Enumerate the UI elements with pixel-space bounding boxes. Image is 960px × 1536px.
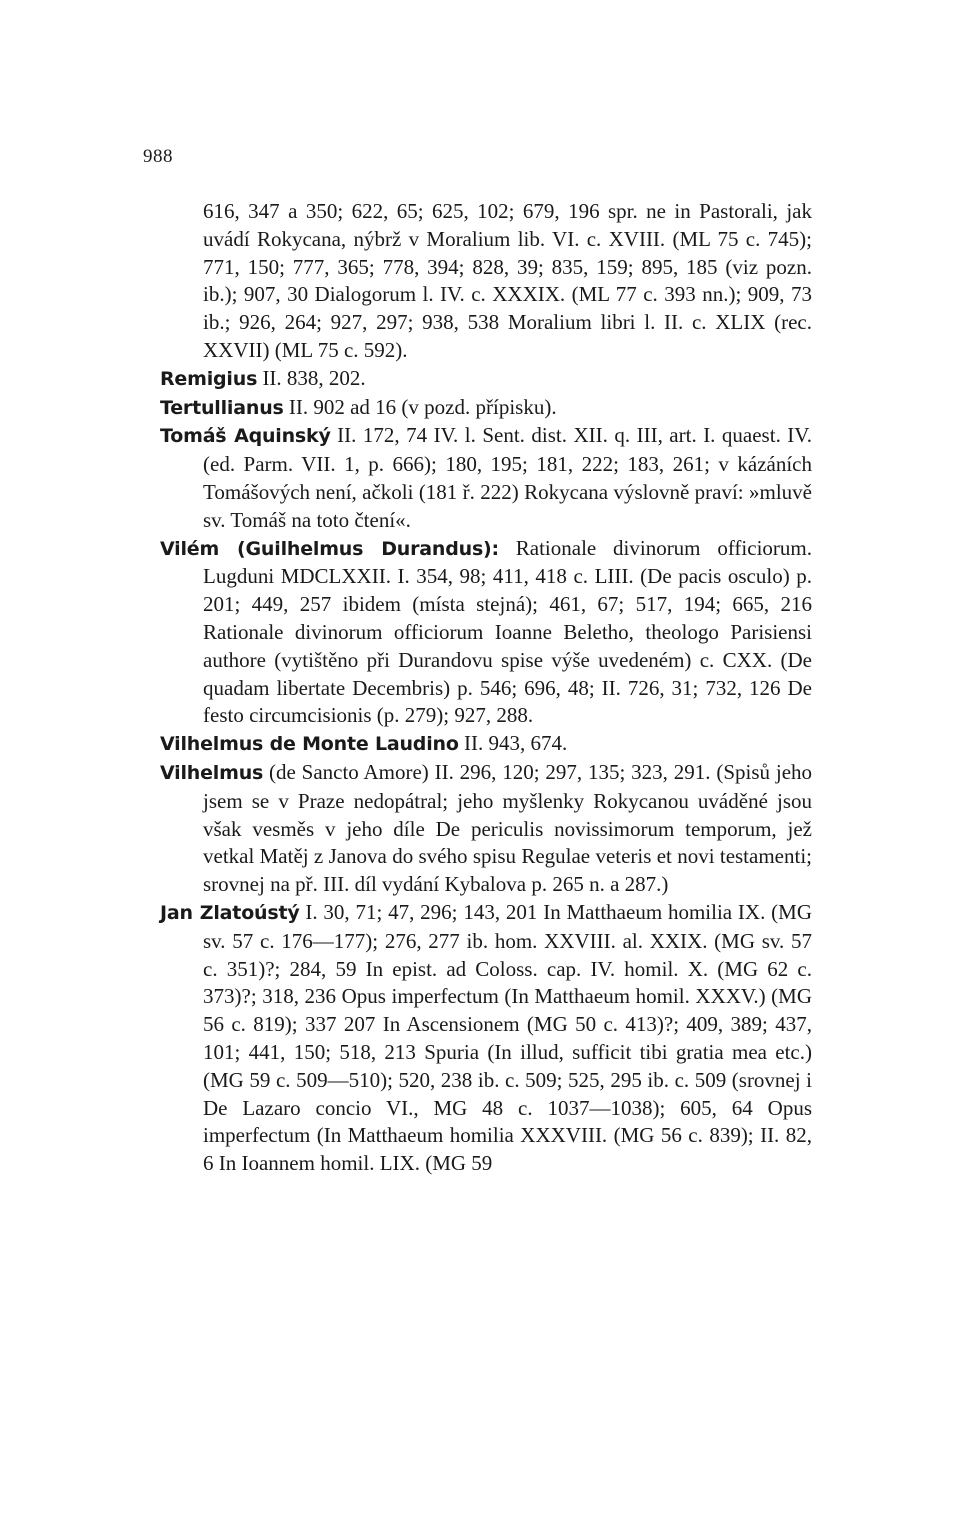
index-entry-vilhelmus-de-monte-laudino — [160, 730, 812, 759]
entry-headword: Remigius — [160, 367, 258, 390]
entry-text: (de Sancto Amore) II. 296, 120; 297, 135; 323, 291. (Spisů jeho jsem se v Praze nedopátral; jeho myšlenky Rokycanou uváděné jsou však vesměs v jeho díle De periculis novissimorum temporum, jež vetkal Matěj z Janova do svého spisu Regulae veteris et novi testamenti; srovnej na př. III. díl vydání Kybalova p. 265 n. a 287.) — [203, 759, 813, 897]
entry-headword: Vilhelmus — [160, 761, 264, 784]
index-entry-vilhelmus-de-sancto-amore — [160, 759, 812, 899]
page-number: 988 — [143, 146, 173, 167]
entry-text: II. 943, 674. — [463, 731, 568, 756]
entry-text: Rationale divinorum officiorum. Lugduni MDCLXXII. I. 354, 98; 411, 418 c. LIII. (De pacis osculo) p. 201; 449, 257 ibidem (místa stejná); 461, 67; 517, 194; 665, 216 Rationale divinorum officiorum Ioanne Beletho, theologo Parisiensi authore (vytištěno při Durandovu spise výše uvedeném) c. CXX. (De quadam libertate Decembris) p. 546; 696, 48; II. 726, 31; 732, 126 De festo circumcisionis (p. 279); 927, 288. — [203, 535, 812, 728]
index-entry-tomas-aquinsky — [160, 422, 812, 534]
entry-headword: Tomáš Aquinský — [160, 425, 331, 448]
entry-text: I. 30, 71; 47, 296; 143, 201 In Matthaeum homilia IX. (MG sv. 57 c. 176—177); 276, 277 ib. hom. XXVIII. al. XXIX. (MG sv. 57 c. 351)?; 284, 59 In epist. ad Coloss. cap. IV. homil. X. (MG 62 c. 373)?; 318, 236 Opus imperfectum (In Matthaeum homil. XXXV.) (MG 56 c. 819); 337 207 In Ascensionem (MG 50 c. 413)?; 409, 389; 437, 101; 441, 150; 518, 213 Spuria (In illud, sufficit tibi gratia mea etc.) (MG 59 c. 509—510); 520, 238 ib. c. 509; 525, 295 ib. c. 509 (srovnej i De Lazaro concio VI., MG 48 c. 1037—1038); 605, 64 Opus imperfectum (In Matthaeum homilia XXXVIII. (MG 56 c. 839); II. 82, 6 In Ioannem homil. LIX. (MG 59 — [203, 899, 812, 1176]
entry-text: II. 172, 74 IV. l. Sent. dist. XII. q. III, art. I. quaest. IV. (ed. Parm. VII. 1, p. 666); 180, 195; 181, 222; 183, 261; v kázáních Tomášových není, ačkoli (181 ř. 222) Rokycana výslovně praví: »mluvě sv. Tomáš na toto čtení«. — [203, 423, 812, 532]
index-of-sources — [160, 198, 812, 1178]
index-entry-jan-zlatousty — [125, 899, 812, 1178]
index-entry-continuation — [160, 198, 812, 365]
entry-headword: Jan Zlatoústý — [160, 901, 300, 924]
entry-text: II. 838, 202. — [262, 365, 366, 390]
index-entry-vilem-durandus — [160, 535, 812, 731]
index-entry-remigius — [160, 365, 812, 394]
entry-headword: Vilhelmus de Monte Laudino — [160, 733, 459, 756]
entry-text: II. 902 ad 16 (v pozd. přípisku). — [288, 394, 557, 419]
entry-headword: Tertullianus — [160, 396, 284, 419]
entry-text: 616, 347 a 350; 622, 65; 625, 102; 679, 196 spr. ne in Pastorali, jak uvádí Rokycana, nýbrž v Moralium lib. VI. c. XVIII. (ML 75 c. 745); 771, 150; 777, 365; 778, 394; 828, 39; 835, 159; 895, 185 (viz pozn. ib.); 907, 30 Dialogorum l. IV. c. XXXIX. (ML 77 c. 393 nn.); 909, 73 ib.; 926, 264; 927, 297; 938, 538 Moralium libri l. II. c. XLIX (rec. XXVII) (ML 75 c. 592). — [203, 199, 812, 362]
index-entry-tertullianus — [160, 394, 812, 423]
entry-headword: Vilém (Guilhelmus Durandus): — [160, 537, 499, 560]
